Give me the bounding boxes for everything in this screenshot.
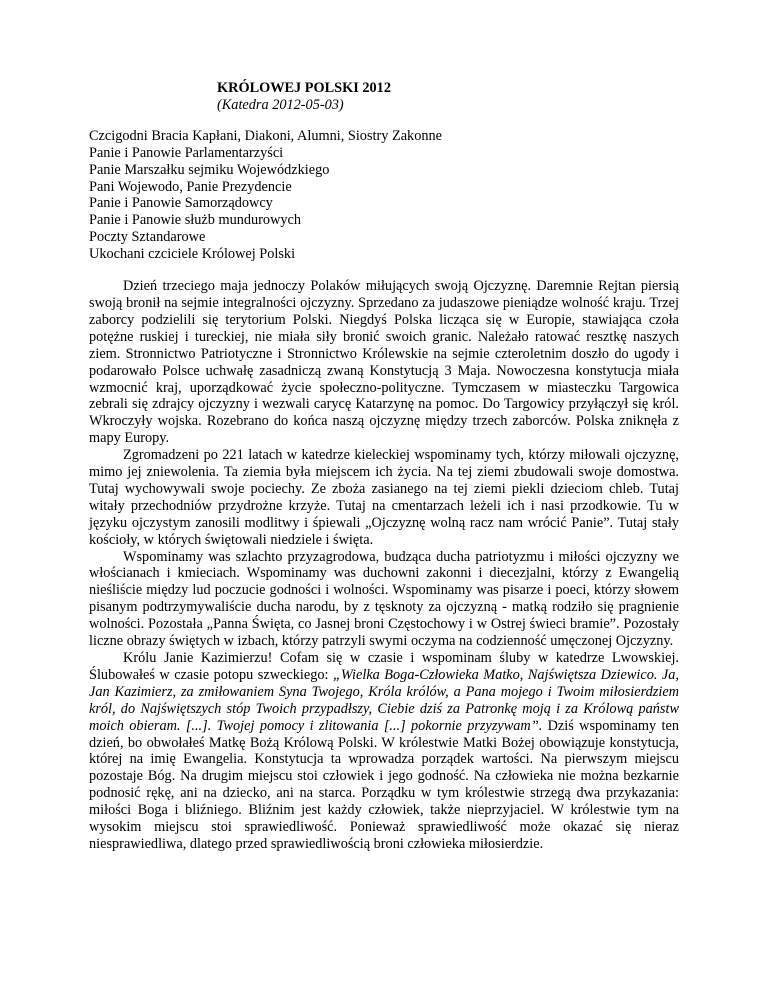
document-page — [89, 80, 679, 853]
addressee-line: Panie i Panowie Samorządowcy — [89, 195, 273, 212]
paragraph-wspomnienie: Zgromadzeni po 221 latach w katedrze kieleckiej wspominamy tych, którzy miłowali ojczyznę, mimo jej zniewolenia. Ta ziemia była miejscem ich życia. Na tej ziemi zbudowali swoje domostwa. Tutaj wychowywali swoje pociechy. Ze zboża zasianego na tej ziemi piekli dzieciom chleb. Tutaj witały przechodniów przydrożne krzyże. Tutaj na cmentarzach leżeli ich i nasi przodkowie. Tu w języku ojczystym zanosili modlitwy i śpiewali „Ojczyznę wolną racz nam wrócić Panie”. Tutaj stały kościoły, w których świętowali niedziele i święta. — [89, 447, 679, 548]
paragraph-szlachta: Wspominamy was szlachto przyzagrodowa, budząca ducha patriotyzmu i miłości ojczyzny we włościanach i kmieciach. Wspominamy was duchowni zakonni i diecezjalni, którzy z Ewangelią nieśliście między lud poczucie godności i wolności. Wspominamy was pisarze i poeci, którzy słowem pisanym podtrzymywaliście ducha narodu, by z tęsknoty za ojczyzną - matką rodziło się pragnienie wolności. Pozostała „Panna Święta, co Jasnej broni Częstochowy i w Ostrej świeci bramie”. Pozostały liczne obrazy świętych w izbach, którzy patrzyli swymi oczyma na codzienność umęczonej Ojczyzny. — [89, 548, 679, 650]
document-subtitle: (Katedra 2012-05-03) — [217, 96, 344, 113]
addressee-line: Czcigodni Bracia Kapłani, Diakoni, Alumni, Siostry Zakonne — [89, 127, 442, 144]
paragraph-text: Dziś wspominamy ten dzień, bo obwołałeś Matkę Bożą Królową Polski. W królestwie Matki Bożej obowiązuje konstytucja, której na imię Ewangelia. Konstytucja ta wprowadza porządek wartości. Na pierwszym miejscu pozostaje Bóg. Na drugim miejscu stoi człowiek i jego godność. Na człowieka nie można bezkarnie podnosić rękę, ani na dziecko, ani na starca. Porządku w tym królestwie strzegą dwa przykazania: miłości Boga i bliźniego. Bliźnim jest każdy człowiek, także nieprzyjaciel. W królestwie tym na wysokim miejscu stoi sprawiedliwość. Ponieważ sprawiedliwość może okazać się nieraz niesprawiedliwa, dlatego przed sprawiedliwością broni człowieka miłosierdzie. — [89, 717, 679, 852]
addressee-line: Panie i Panowie służb mundurowych — [89, 212, 302, 229]
addressee-line: Ukochani czciciele Królowej Polski — [89, 246, 296, 263]
document-title: KRÓLOWEJ POLSKI 2012 — [217, 80, 391, 96]
addressee-line: Poczty Sztandarowe — [89, 229, 206, 246]
addressee-line: Panie i Panowie Parlamentarzyści — [89, 144, 284, 161]
paragraph-konstytucja: Dzień trzeciego maja jednoczy Polaków miłujących swoją Ojczyznę. Daremnie Rejtan piersią swoją bronił na sejmie integralności ojczyzny. Sprzedano za judaszowe pieniądze wolność kraju. Trzej zaborcy podzielili się terytorium Polski. Niegdyś Polska licząca się w Europie, stawiająca czoła potężne ruskiej i tureckiej, nie miała siły bronić swoich granic. Należało ratować resztkę naszych ziem. Stronnictwo Patriotyczne i Stronnictwo Królewskie na sejmie czteroletnim doszło do ugody i podarowało Polsce uchwałę zasadniczą zwaną Konstytucją 3 Maja. Nowoczesna konstytucja miała wzmocnić kraj, uporządkować życie społeczno-polityczne. Tymczasem w miasteczku Targowica zebrali się zdrajcy ojczyzny i wezwali carycę Katarzynę na pomoc. Do Targowicy przyłączył się król. Wkroczyły wojska. Rozebrano do końca naszą ojczyznę między trzech zaborców. Polska zniknęła z mapy Europy. — [89, 278, 679, 447]
vow-quote: „Wielka Boga-Człowieka Matko, Najświętsza Dziewico. Ja, Jan Kazimierz, za zmiłowaniem Syna Twojego, Króla królów, a Pana mojego i Twoim miłosierdziem król, do Najświętszych stóp Twoich przypadłszy, Ciebie dziś za Patronkę moją i za Królową państw moich obieram. [...]. Twojej pomocy i zlitowania [...] pokornie przyzywam”. — [89, 666, 679, 734]
title-block — [89, 80, 679, 114]
paragraph-sluby-lwowskie — [89, 650, 679, 853]
addressee-list — [89, 128, 679, 263]
paragraph-text: Królu Janie Kazimierzu! Cofam się w czasie i wspominam śluby w katedrze Lwowskiej. Ślubowałeś w czasie potopu szweckiego: — [89, 650, 679, 683]
addressee-line: Pani Wojewodo, Panie Prezydencie — [89, 178, 292, 195]
addressee-line: Panie Marszałku sejmiku Wojewódzkiego — [89, 161, 330, 178]
